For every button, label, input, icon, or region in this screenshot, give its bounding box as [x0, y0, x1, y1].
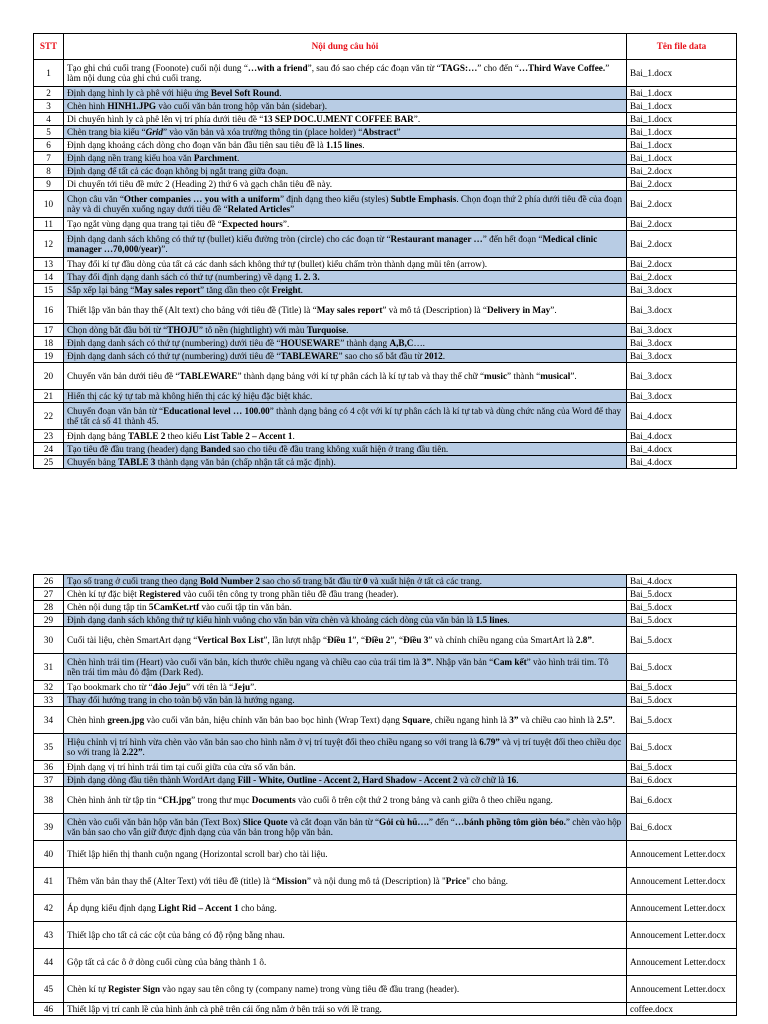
row-number: 30 [34, 627, 64, 654]
task-description: Thay đổi hướng trang in cho toàn bộ văn bản là hướng ngang. [64, 694, 627, 707]
table-row [34, 868, 737, 895]
table-row [34, 1003, 737, 1016]
task-description: Chèn nội dung tập tin 5CamKet.rtf vào cuối tập tin văn bản. [64, 601, 627, 614]
data-file-name: Annoucement Letter.docx [627, 895, 737, 922]
data-file-name: Bai_2.docx [627, 191, 737, 218]
task-table-2 [33, 574, 737, 1016]
row-number: 28 [34, 601, 64, 614]
header-content: Nội dung câu hỏi [64, 34, 627, 60]
table-row [34, 614, 737, 627]
data-file-name: Bai_5.docx [627, 694, 737, 707]
task-description: Chèn hình trái tim (Heart) vào cuối văn bản, kích thước chiều ngang và chiều cao của trái tim là 3”. Nhập văn bản “Cam kết” vào hình trái tim. Tô nền trái tim màu đỏ đậm (Dark Red). [64, 654, 627, 681]
table-row [34, 575, 737, 588]
row-number: 11 [34, 218, 64, 231]
table-row [34, 178, 737, 191]
row-number: 36 [34, 761, 64, 774]
row-number: 25 [34, 456, 64, 469]
data-file-name: Bai_3.docx [627, 350, 737, 363]
data-file-name: Bai_5.docx [627, 681, 737, 694]
task-description: Chuyển đoạn văn bản từ “Educational level … 100.00” thành dạng bảng có 4 cột với kí tự phân cách là kí tự tab và dùng chức năng của Word để thay thế tất cả số 41 thành 45. [64, 403, 627, 430]
data-file-name: Bai_1.docx [627, 100, 737, 113]
table-row [34, 403, 737, 430]
data-file-name: Annoucement Letter.docx [627, 841, 737, 868]
task-description: Thiết lập hiển thị thanh cuộn ngang (Horizontal scroll bar) cho tài liệu. [64, 841, 627, 868]
task-description: Chuyển bảng TABLE 3 thành dạng văn bản (chấp nhận tất cả mặc định). [64, 456, 627, 469]
table-row [34, 588, 737, 601]
data-file-name: Bai_5.docx [627, 588, 737, 601]
table-row [34, 814, 737, 841]
task-description: Định dạng danh sách có thứ tự (numbering) dưới tiêu đề “TABLEWARE” sao cho số bắt đầu từ 2012. [64, 350, 627, 363]
data-file-name: Bai_3.docx [627, 297, 737, 324]
row-number: 24 [34, 443, 64, 456]
task-description: Sắp xếp lại bảng “May sales report” tăng dần theo cột Freight. [64, 284, 627, 297]
row-number: 19 [34, 350, 64, 363]
task-description: Thay đổi định dạng danh sách có thứ tự (numbering) về dạng 1. 2. 3. [64, 271, 627, 284]
data-file-name: Bai_5.docx [627, 601, 737, 614]
task-description: Áp dụng kiểu định dạng Light Rid – Accent 1 cho bảng. [64, 895, 627, 922]
task-description: Cuối tài liệu, chèn SmartArt dạng “Vertical Box List”, lần lượt nhập “Điều 1”, “Điều 2”, “Điều 3” và chỉnh chiều ngang của SmartArt là 2.8”. [64, 627, 627, 654]
table-row [34, 271, 737, 284]
row-number: 3 [34, 100, 64, 113]
data-file-name: Bai_2.docx [627, 231, 737, 258]
task-description: Định dạng bảng TABLE 2 theo kiểu List Table 2 – Accent 1. [64, 430, 627, 443]
data-file-name: Bai_2.docx [627, 271, 737, 284]
data-file-name: Bai_3.docx [627, 324, 737, 337]
table-row [34, 100, 737, 113]
data-file-name: Bai_6.docx [627, 814, 737, 841]
table-row [34, 337, 737, 350]
task-description: Gộp tất cả các ô ở dòng cuối cùng của bảng thành 1 ô. [64, 949, 627, 976]
row-number: 2 [34, 87, 64, 100]
task-description: Định dạng danh sách không thứ tự kiểu hình vuông cho văn bản vừa chèn và khoảng cách dòng của văn bản là 1.5 lines. [64, 614, 627, 627]
table-row [34, 350, 737, 363]
task-description: Chèn hình HINH1.JPG vào cuối văn bản trong hộp văn bản (sidebar). [64, 100, 627, 113]
table-row [34, 694, 737, 707]
row-number: 1 [34, 60, 64, 87]
table-row [34, 976, 737, 1003]
data-file-name: Bai_1.docx [627, 126, 737, 139]
table-row [34, 324, 737, 337]
data-file-name: Bai_3.docx [627, 390, 737, 403]
data-file-name: Bai_5.docx [627, 654, 737, 681]
table-row [34, 443, 737, 456]
table-row [34, 152, 737, 165]
row-number: 9 [34, 178, 64, 191]
row-number: 10 [34, 191, 64, 218]
data-file-name: Bai_5.docx [627, 627, 737, 654]
table-row [34, 284, 737, 297]
data-file-name: coffee.docx [627, 1003, 737, 1016]
header-file: Tên file data [627, 34, 737, 60]
table-row [34, 231, 737, 258]
data-file-name: Annoucement Letter.docx [627, 976, 737, 1003]
task-description: Thay đổi kí tự đầu dòng của tất cả các danh sách không thứ tự (bullet) kiểu chấm tròn thành dạng mũi tên (arrow). [64, 258, 627, 271]
data-file-name: Bai_1.docx [627, 60, 737, 87]
data-file-name: Bai_3.docx [627, 363, 737, 390]
table-row [34, 895, 737, 922]
row-number: 35 [34, 734, 64, 761]
table-row [34, 841, 737, 868]
task-description: Định dạng vị trí hình trái tim tại cuối giữa của cửa sổ văn bản. [64, 761, 627, 774]
table-row [34, 258, 737, 271]
table-row [34, 681, 737, 694]
task-description: Thiết lập vị trí canh lề của hình ảnh cà phê trên cái ống nằm ở bên trái so với lề trang. [64, 1003, 627, 1016]
task-description: Chọn dòng bắt đầu bởi từ “THOJU” tô nền (hightlight) với màu Turquoise. [64, 324, 627, 337]
task-description: Chọn câu văn “Other companies … you with a uniform” định dạng theo kiểu (styles) Subtle Emphasis. Chọn đoạn thứ 2 phía dưới tiêu đề của đoạn này và di chuyển xuống ngay dưới tiêu đề “Related Articles” [64, 191, 627, 218]
task-description: Định dạng danh sách không có thứ tự (bullet) kiểu đường tròn (circle) cho các đoạn từ “Restaurant manager …” đến hết đoạn “Medical clinic manager …70,000/year)”. [64, 231, 627, 258]
task-description: Hiển thị các ký tự tab mà không hiển thị các ký hiệu đặc biệt khác. [64, 390, 627, 403]
row-number: 40 [34, 841, 64, 868]
data-file-name: Bai_6.docx [627, 774, 737, 787]
row-number: 21 [34, 390, 64, 403]
data-file-name: Bai_6.docx [627, 787, 737, 814]
row-number: 31 [34, 654, 64, 681]
task-description: Chèn trang bìa kiểu “Grid” vào văn bản và xóa trường thông tin (place holder) “Abstract” [64, 126, 627, 139]
table-row [34, 949, 737, 976]
table-body-1 [34, 60, 737, 469]
row-number: 38 [34, 787, 64, 814]
row-number: 20 [34, 363, 64, 390]
header-stt: STT [34, 34, 64, 60]
task-description: Thêm văn bản thay thế (Alter Text) với tiêu đề (title) là “Mission” và nội dung mô tả (Description) là "Price" cho bảng. [64, 868, 627, 895]
row-number: 22 [34, 403, 64, 430]
data-file-name: Annoucement Letter.docx [627, 922, 737, 949]
table-row [34, 707, 737, 734]
row-number: 8 [34, 165, 64, 178]
task-description: Di chuyển tới tiêu đề mức 2 (Heading 2) thứ 6 và gạch chân tiêu đề này. [64, 178, 627, 191]
row-number: 4 [34, 113, 64, 126]
task-description: Tạo ghi chú cuối trang (Foonote) cuối nội dung “…with a friend”, sau đó sao chép các đoạn văn từ “TAGS:…” cho đến “…Third Wave Coffee.” làm nội dung của ghi chú cuối trang. [64, 60, 627, 87]
task-description: Tạo số trang ở cuối trang theo dạng Bold Number 2 sao cho số trang bắt đầu từ 0 và xuất hiện ở tất cả các trang. [64, 575, 627, 588]
data-file-name: Bai_5.docx [627, 761, 737, 774]
row-number: 14 [34, 271, 64, 284]
row-number: 16 [34, 297, 64, 324]
data-file-name: Bai_5.docx [627, 614, 737, 627]
data-file-name: Bai_5.docx [627, 734, 737, 761]
table-row [34, 87, 737, 100]
data-file-name: Annoucement Letter.docx [627, 868, 737, 895]
table-row [34, 218, 737, 231]
data-file-name: Bai_1.docx [627, 87, 737, 100]
task-description: Chèn hình ảnh từ tập tin “CH.jpg” trong thư mục Documents vào cuối ô trên cột thứ 2 trong bảng và canh giữa ô theo chiều ngang. [64, 787, 627, 814]
table-row [34, 139, 737, 152]
task-description: Chèn vào cuối văn bản hộp văn bản (Text Box) Slice Quote và cắt đoạn văn bản từ “Gỏi cù hũ….” đến “…bánh phồng tôm giòn béo.” chèn vào hộp văn bản sao cho vẫn giữ được định dạng của văn bản trong hộp văn bản. [64, 814, 627, 841]
table-row [34, 627, 737, 654]
task-description: Định dạng khoảng cách dòng cho đoạn văn bản đầu tiên sau tiêu đề là 1.15 lines. [64, 139, 627, 152]
data-file-name: Bai_2.docx [627, 165, 737, 178]
table-row [34, 787, 737, 814]
data-file-name: Bai_3.docx [627, 337, 737, 350]
row-number: 32 [34, 681, 64, 694]
table-row [34, 126, 737, 139]
row-number: 13 [34, 258, 64, 271]
table-row [34, 363, 737, 390]
task-description: Tạo ngắt vùng dạng qua trang tại tiêu đề “Expected hours”. [64, 218, 627, 231]
table-row [34, 456, 737, 469]
row-number: 7 [34, 152, 64, 165]
row-number: 45 [34, 976, 64, 1003]
table-row [34, 430, 737, 443]
data-file-name: Bai_4.docx [627, 430, 737, 443]
task-description: Chèn kí tự Register Sign vào ngay sau tên công ty (company name) trong vùng tiêu đề đầu trang (header). [64, 976, 627, 1003]
row-number: 43 [34, 922, 64, 949]
task-description: Di chuyển hình ly cà phê lên vị trí phía dưới tiêu đề “13 SEP DOC.U.MENT COFFEE BAR”. [64, 113, 627, 126]
data-file-name: Bai_1.docx [627, 152, 737, 165]
row-number: 12 [34, 231, 64, 258]
row-number: 6 [34, 139, 64, 152]
task-description: Hiệu chỉnh vị trí hình vừa chèn vào văn bản sao cho hình nằm ở vị trí tuyệt đối theo chiều ngang so với trang là 6.79” và vị trí tuyệt đối theo chiều dọc so với trang là 2.22”. [64, 734, 627, 761]
task-description: Chuyển văn bản dưới tiêu đề “TABLEWARE” thành dạng bảng với kí tự phân cách là kí tự tab và thay thế chữ “music” thành “musical”. [64, 363, 627, 390]
task-description: Định dạng hình ly cà phê với hiệu ứng Bevel Soft Round. [64, 87, 627, 100]
row-number: 42 [34, 895, 64, 922]
table-row [34, 165, 737, 178]
table-row [34, 601, 737, 614]
row-number: 26 [34, 575, 64, 588]
table-header-row [34, 34, 737, 60]
table-row [34, 60, 737, 87]
table-body-2 [34, 575, 737, 1016]
task-table-1 [33, 33, 737, 469]
table-row [34, 113, 737, 126]
table-row [34, 922, 737, 949]
task-description: Định dạng để tất cả các đoạn không bị ngắt trang giữa đoạn. [64, 165, 627, 178]
row-number: 39 [34, 814, 64, 841]
task-description: Tạo tiêu đề đầu trang (header) dạng Banded sao cho tiêu đề đầu trang không xuất hiện ở trang đầu tiên. [64, 443, 627, 456]
row-number: 15 [34, 284, 64, 297]
table-row [34, 191, 737, 218]
table-row [34, 654, 737, 681]
task-description: Thiết lập cho tất cả các cột của bảng có độ rộng bằng nhau. [64, 922, 627, 949]
task-description: Tạo bookmark cho từ “đảo Jeju” với tên là “Jeju”. [64, 681, 627, 694]
data-file-name: Bai_5.docx [627, 707, 737, 734]
data-file-name: Bai_3.docx [627, 284, 737, 297]
data-file-name: Bai_1.docx [627, 113, 737, 126]
data-file-name: Bai_4.docx [627, 403, 737, 430]
data-file-name: Annoucement Letter.docx [627, 949, 737, 976]
data-file-name: Bai_4.docx [627, 443, 737, 456]
row-number: 29 [34, 614, 64, 627]
data-file-name: Bai_4.docx [627, 575, 737, 588]
row-number: 23 [34, 430, 64, 443]
table-row [34, 297, 737, 324]
task-description: Định dạng dòng đầu tiên thành WordArt dạng Fill - White, Outline - Accent 2, Hard Shadow - Accent 2 và cỡ chữ là 16. [64, 774, 627, 787]
table-row [34, 390, 737, 403]
task-description: Chèn hình green.jpg vào cuối văn bản, hiệu chỉnh văn bản bao bọc hình (Wrap Text) dạng Square, chiều ngang hình là 3” và chiều cao hình là 2.5”. [64, 707, 627, 734]
data-file-name: Bai_2.docx [627, 258, 737, 271]
table-row [34, 734, 737, 761]
row-number: 41 [34, 868, 64, 895]
row-number: 46 [34, 1003, 64, 1016]
row-number: 37 [34, 774, 64, 787]
data-file-name: Bai_2.docx [627, 218, 737, 231]
table-row [34, 774, 737, 787]
data-file-name: Bai_4.docx [627, 456, 737, 469]
row-number: 34 [34, 707, 64, 734]
table-row [34, 761, 737, 774]
data-file-name: Bai_2.docx [627, 178, 737, 191]
row-number: 18 [34, 337, 64, 350]
row-number: 33 [34, 694, 64, 707]
row-number: 17 [34, 324, 64, 337]
data-file-name: Bai_1.docx [627, 139, 737, 152]
task-description: Định dạng danh sách có thứ tự (numbering) dưới tiêu đề “HOUSEWARE” thành dạng A,B,C…. [64, 337, 627, 350]
task-description: Định dạng nền trang kiểu hoa văn Parchment. [64, 152, 627, 165]
task-description: Thiết lập văn bản thay thế (Alt text) cho bảng với tiêu đề (Title) là “May sales report” và mô tả (Description) là “Delivery in May”. [64, 297, 627, 324]
task-description: Chèn kí tự đặc biệt Registered vào cuối tên công ty trong phần tiêu đề đầu trang (header). [64, 588, 627, 601]
row-number: 5 [34, 126, 64, 139]
row-number: 27 [34, 588, 64, 601]
row-number: 44 [34, 949, 64, 976]
